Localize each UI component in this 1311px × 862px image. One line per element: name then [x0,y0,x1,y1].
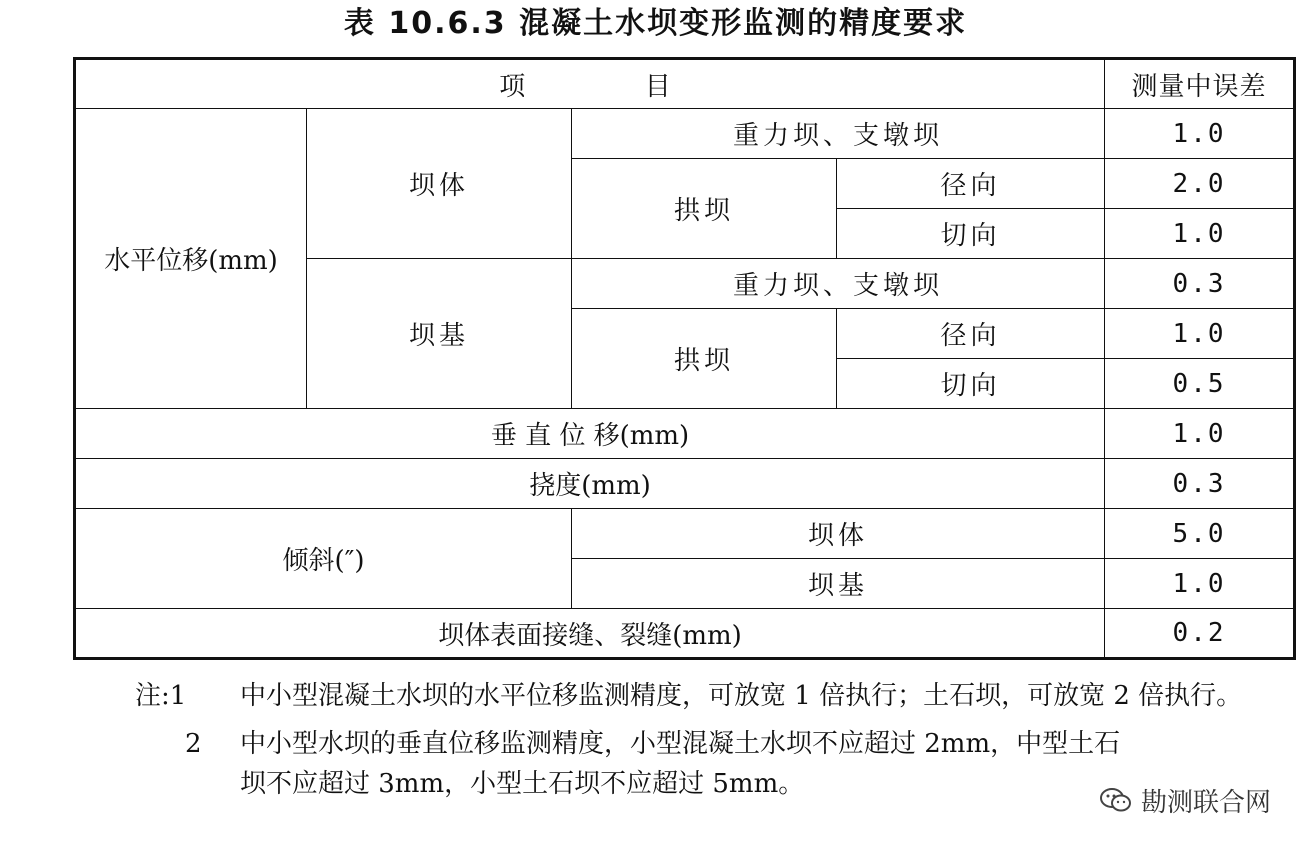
cracks-value: 0.2 [1105,609,1295,659]
horizontal-base-gravity: 重力坝、支墩坝 [572,259,1105,309]
tilt-body: 坝体 [572,509,1105,559]
horizontal-base-label: 坝基 [307,259,572,409]
cracks-label: 坝体表面接缝、裂缝(mm) [75,609,1105,659]
horizontal-base-gravity-value: 0.3 [1105,259,1295,309]
table-row [75,409,1295,459]
wechat-icon [1099,787,1133,813]
note-1 [135,676,1295,716]
tilt-base-value: 1.0 [1105,559,1295,609]
header-item: 项 目 [75,59,1105,109]
table-row [75,109,1295,159]
header-row [75,59,1295,109]
horizontal-base-tangential: 切向 [837,359,1105,409]
horizontal-label: 水平位移(mm) [75,109,307,409]
vertical-value: 1.0 [1105,409,1295,459]
tilt-base: 坝基 [572,559,1105,609]
horizontal-body-tangential-value: 1.0 [1105,209,1295,259]
precision-table [73,57,1296,660]
table-row [75,509,1295,559]
table-row [75,459,1295,509]
note-2-number: 2 [185,729,202,759]
horizontal-body-radial-value: 2.0 [1105,159,1295,209]
deflection-label: 挠度(mm) [75,459,1105,509]
table-row [75,609,1295,659]
note-1-text: 中小型混凝土水坝的水平位移监测精度，可放宽 1 倍执行；土石坝，可放宽 2 倍执行。 [240,681,1243,711]
tilt-body-value: 5.0 [1105,509,1295,559]
horizontal-base-radial: 径向 [837,309,1105,359]
deflection-value: 0.3 [1105,459,1295,509]
horizontal-body-arch: 拱坝 [572,159,837,259]
note-2-text: 中小型水坝的垂直位移监测精度，小型混凝土水坝不应超过 2mm，中型土石坝不应超过 3mm，小型土石坝不应超过 5mm。 [240,729,1121,799]
vertical-label: 垂 直 位 移(mm) [75,409,1105,459]
watermark [1099,780,1271,820]
header-error: 测量中误差 [1105,59,1295,109]
note-prefix: 注:1 [135,681,187,711]
watermark-text: 勘测联合网 [1140,787,1271,818]
horizontal-body-gravity-value: 1.0 [1105,109,1295,159]
horizontal-base-radial-value: 1.0 [1105,309,1295,359]
horizontal-body-gravity: 重力坝、支墩坝 [572,109,1105,159]
horizontal-base-tangential-value: 0.5 [1105,359,1295,409]
horizontal-body-radial: 径向 [837,159,1105,209]
table-title: 表 10.6.3 混凝土水坝变形监测的精度要求 [343,6,968,41]
horizontal-base-arch: 拱坝 [572,309,837,409]
horizontal-body-tangential: 切向 [837,209,1105,259]
horizontal-body-label: 坝体 [307,109,572,259]
tilt-label: 倾斜(″) [75,509,572,609]
